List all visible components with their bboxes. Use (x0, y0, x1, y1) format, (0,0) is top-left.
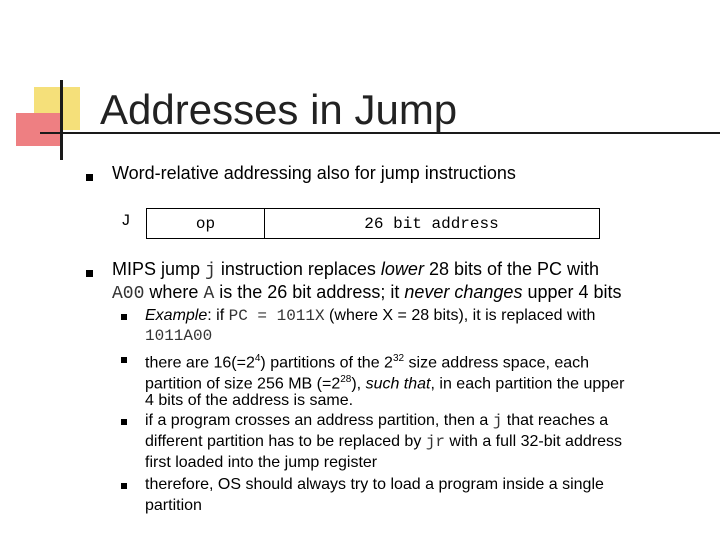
sub-bullet-partitions-line3: 4 bits of the address is same. (145, 392, 354, 409)
j-format-diagram (146, 208, 600, 239)
bullet-word-relative: Word-relative addressing also for jump instructions (112, 163, 516, 183)
format-label: J (121, 212, 131, 230)
decor-red-square (16, 113, 62, 146)
decor-vertical-line (60, 80, 63, 160)
sub-bullet-icon (121, 357, 127, 363)
bullet-icon (86, 174, 93, 181)
sub-bullet-example-line2: 1011A00 (145, 327, 213, 345)
sub-bullet-crossing-line3: first loaded into the jump register (145, 454, 378, 471)
bullet-icon (86, 270, 93, 277)
sub-bullet-partitions-line2: partition of size 256 MB $(=2^{28})$, such that, in each partition the upper (145, 374, 625, 393)
sub-bullet-crossing-line1: if a program crosses an address partition, then a j that reaches a (145, 412, 609, 430)
sub-bullet-os-line1: therefore, OS should always try to load a program inside a single (145, 476, 604, 493)
sub-bullet-icon (121, 483, 127, 489)
sub-bullet-partitions-line1: there are $16(=2^4)$ partitions of the $2^{32}$ size address space, each (145, 353, 590, 372)
slide-title: Addresses in Jump (100, 86, 458, 133)
sub-bullet-icon (121, 419, 127, 425)
sub-bullet-example-line1: Example: if PC = 1011X (where X = 28 bits), it is replaced with (145, 307, 596, 325)
bullet-mips-jump-line2: A00 where A is the 26 bit address; it never changes upper 4 bits (112, 282, 622, 304)
op-field: op (147, 209, 265, 238)
bullet-mips-jump-line1: MIPS jump j instruction replaces lower 28 bits of the PC with (112, 259, 600, 281)
sub-bullet-icon (121, 314, 127, 320)
sub-bullet-crossing-line2: different partition has to be replaced by jr with a full 32-bit address (145, 433, 622, 451)
address-field: 26 bit address (364, 214, 499, 233)
sub-bullet-os-line2: partition (145, 497, 202, 514)
